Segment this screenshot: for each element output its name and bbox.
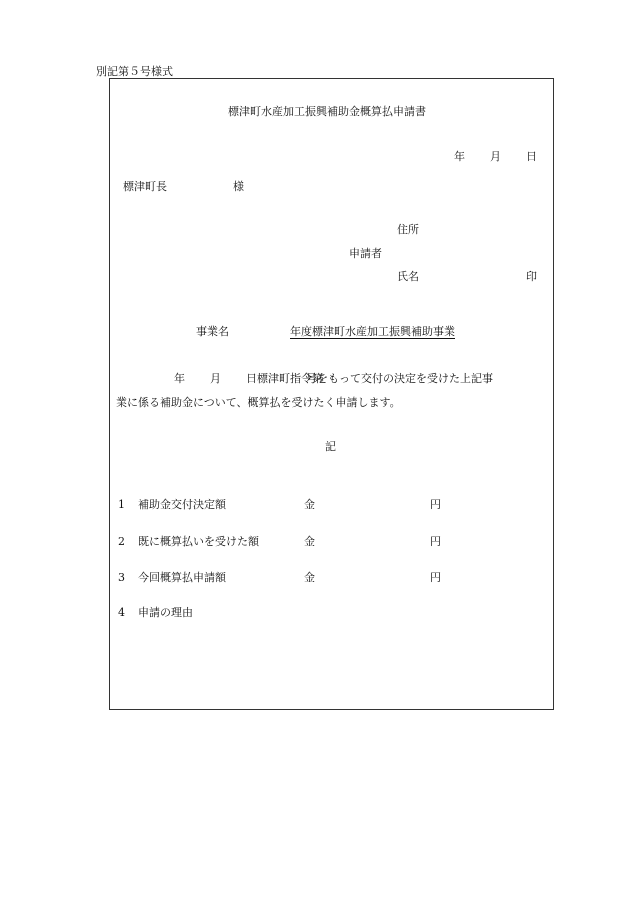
name-label: 氏名: [397, 270, 419, 283]
item-gold-label: 金: [304, 498, 315, 511]
item-number: 4: [118, 606, 125, 619]
item-gold-label: 金: [304, 535, 315, 548]
body-rest: 号をもって交付の決定を受けた上記事: [306, 372, 493, 385]
body-text-line-2: 業に係る補助金について、概算払を受けたく申請します。: [116, 396, 401, 409]
item-label: 今回概算払申請額: [138, 571, 226, 584]
item-label: 既に概算払いを受けた額: [138, 535, 259, 548]
item-yen-label: 円: [430, 571, 441, 584]
item-number: 3: [118, 571, 125, 584]
seal-label: 印: [526, 270, 537, 283]
item-label: 補助金交付決定額: [138, 498, 226, 511]
project-value: 年度標津町水産加工振興補助事業: [290, 325, 455, 338]
date-year-label: 年: [454, 150, 465, 163]
form-number: 別記第５号様式: [96, 65, 173, 78]
date-month-label: 月: [490, 150, 501, 163]
list-item: [118, 572, 441, 583]
body-month: 月: [210, 372, 221, 385]
item-label: 申請の理由: [138, 606, 193, 619]
addressee-honorific: 様: [233, 180, 244, 193]
list-item: [118, 499, 441, 510]
list-item: [118, 536, 441, 547]
project-label: 事業名: [196, 325, 229, 338]
date-day-label: 日: [526, 150, 537, 163]
project-name-line: [196, 326, 455, 337]
body-order: 日標津町指令第: [246, 372, 323, 385]
form-title: 標津町水産加工振興補助金概算払申請書: [228, 105, 426, 118]
body-text-line-1: [174, 373, 493, 384]
record-heading: 記: [325, 440, 336, 453]
address-label: 住所: [397, 223, 419, 236]
applicant-label: 申請者: [349, 247, 382, 260]
body-year: 年: [174, 372, 185, 385]
addressee-name: 標津町長: [123, 180, 167, 193]
item-number: 2: [118, 535, 125, 548]
item-number: 1: [118, 498, 125, 511]
list-item: [118, 607, 193, 618]
item-gold-label: 金: [304, 571, 315, 584]
item-yen-label: 円: [430, 498, 441, 511]
item-yen-label: 円: [430, 535, 441, 548]
